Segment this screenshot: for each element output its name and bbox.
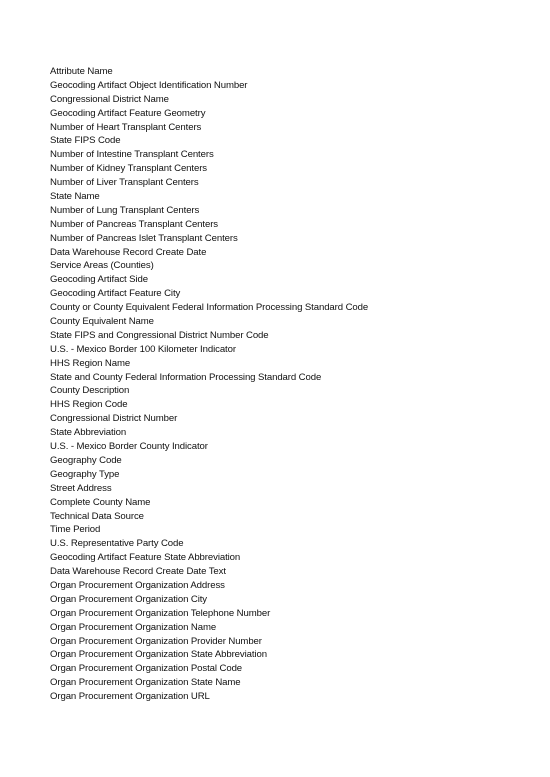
attribute-row: Geocoding Artifact Feature State Abbreviation xyxy=(50,552,241,564)
attribute-row: Number of Pancreas Transplant Centers xyxy=(50,218,219,230)
attribute-row: Organ Procurement Organization Address xyxy=(50,579,225,591)
attribute-row: Number of Liver Transplant Centers xyxy=(50,177,199,189)
attribute-row: Number of Intestine Transplant Centers xyxy=(50,149,214,161)
attribute-row: U.S. Representative Party Code xyxy=(50,538,184,550)
attribute-row: Data Warehouse Record Create Date xyxy=(50,246,207,258)
attribute-row: Number of Pancreas Islet Transplant Centers xyxy=(50,232,238,244)
attribute-row: Service Areas (Counties) xyxy=(50,260,154,272)
attribute-row: Number of Lung Transplant Centers xyxy=(50,204,200,216)
attribute-row: State FIPS and Congressional District Number Code xyxy=(50,329,269,341)
attribute-row: Organ Procurement Organization City xyxy=(50,593,207,605)
column-header: Attribute Name xyxy=(50,66,113,77)
attribute-row: Geography Code xyxy=(50,454,122,466)
attribute-row: Number of Heart Transplant Centers xyxy=(50,121,202,133)
attribute-row: Organ Procurement Organization Postal Code xyxy=(50,663,243,675)
attribute-row: Geocoding Artifact Feature Geometry xyxy=(50,107,206,119)
attribute-row: Time Period xyxy=(50,524,101,536)
attribute-row: Geocoding Artifact Object Identification Number xyxy=(50,79,248,91)
attribute-row: Organ Procurement Organization Telephone Number xyxy=(50,607,271,619)
attribute-row: Congressional District Number xyxy=(50,413,178,425)
attribute-row: State and County Federal Information Processing Standard Code xyxy=(50,371,322,383)
attribute-row: Organ Procurement Organization State Abbreviation xyxy=(50,649,267,661)
attribute-row: HHS Region Code xyxy=(50,399,128,411)
attribute-row: Organ Procurement Organization Name xyxy=(50,621,217,633)
attribute-row: Number of Kidney Transplant Centers xyxy=(50,163,208,175)
attribute-row: HHS Region Name xyxy=(50,357,131,369)
attribute-row: County or County Equivalent Federal Information Processing Standard Code xyxy=(50,302,369,314)
attribute-row: County Equivalent Name xyxy=(50,316,154,328)
attribute-row: State Name xyxy=(50,191,100,203)
attribute-list xyxy=(50,65,368,704)
attribute-row: U.S. - Mexico Border County Indicator xyxy=(50,441,208,453)
attribute-row: Geocoding Artifact Side xyxy=(50,274,148,286)
attribute-row: Data Warehouse Record Create Date Text xyxy=(50,566,226,578)
attribute-row: Street Address xyxy=(50,482,112,494)
attribute-row: Geography Type xyxy=(50,468,120,480)
attribute-row: Organ Procurement Organization URL xyxy=(50,691,210,703)
attribute-row: Geocoding Artifact Feature City xyxy=(50,288,181,300)
attribute-row: Complete County Name xyxy=(50,496,151,508)
attribute-row: Organ Procurement Organization Provider Number xyxy=(50,635,262,647)
attribute-row: County Description xyxy=(50,385,130,397)
attribute-row: U.S. - Mexico Border 100 Kilometer Indicator xyxy=(50,343,236,355)
attribute-row: Technical Data Source xyxy=(50,510,144,522)
attribute-row: Congressional District Name xyxy=(50,93,169,105)
attribute-row: State FIPS Code xyxy=(50,135,121,147)
attribute-row: Organ Procurement Organization State Name xyxy=(50,677,241,689)
attribute-row: State Abbreviation xyxy=(50,427,127,439)
